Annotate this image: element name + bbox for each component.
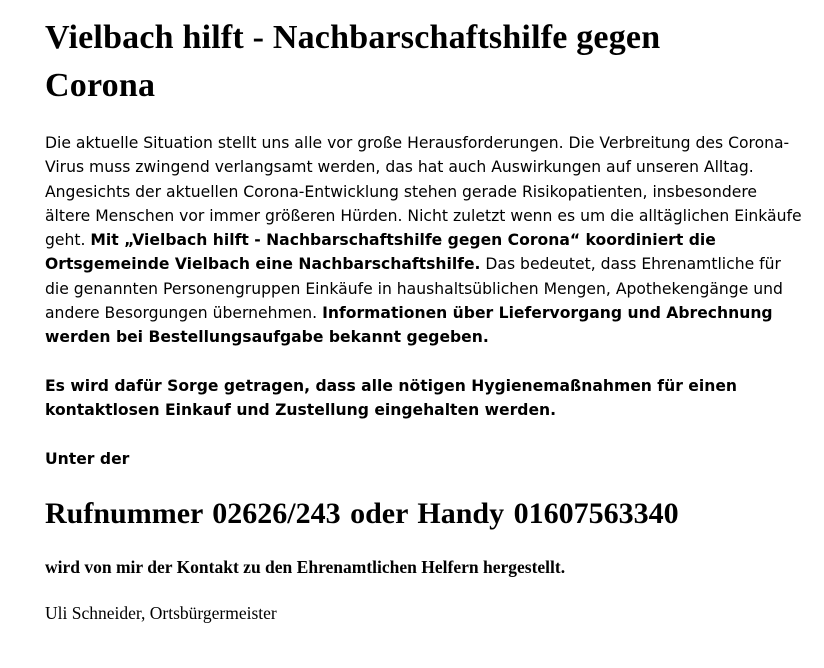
page-title [45, 14, 805, 110]
contact-paragraph: wird von mir der Kontakt zu den Ehrenamtlichen Helfern hergestellt. [45, 557, 566, 577]
phone-numbers: Rufnummer 02626/243 oder Handy 01607563340 [45, 497, 679, 530]
title-line-1: Vielbach hilft - Nachbarschaftshilfe gegen [45, 19, 661, 56]
signature: Uli Schneider, Ortsbürgermeister [45, 603, 277, 623]
intro-text-2: Das bedeutet, dass Ehrenamtliche für die genannten Personengruppen Einkäufe in haushaltsüblichen Mengen, Apothekengänge und andere Besorgungen übernehmen. [45, 255, 783, 323]
hygiene-paragraph: Es wird dafür Sorge getragen, dass alle nötigen Hygienemaßnahmen für einen kontaktlosen Einkauf und Zustellung eingehalten werden. [45, 377, 738, 420]
intro-bold-1: Mit „Vielbach hilft - Nachbarschaftshilfe gegen Corona“ koordiniert die Ortsgemeinde Vielbach eine Nachbarschaftshilfe. [45, 231, 716, 274]
intro-text-1: Die aktuelle Situation stellt uns alle vor große Herausforderungen. Die Verbreitung des Corona-Virus muss zwingend verlangsamt werden, das hat auch Auswirkungen auf unseren Alltag. Angesichts der aktuellen Corona-Entwicklung stehen gerade Risikopatienten, insbesondere ältere Menschen vor immer größeren Hürden. Nicht zuletzt wenn es um die alltäglichen Einkäufe geht. [45, 134, 802, 250]
intro-paragraph [45, 131, 805, 350]
intro-bold-2: Informationen über Liefervorgang und Abrechnung werden bei Bestellungsaufgabe bekannt gegeben. [45, 304, 773, 347]
title-line-2: Corona [45, 67, 156, 104]
unter-der-text: Unter der [45, 450, 130, 468]
